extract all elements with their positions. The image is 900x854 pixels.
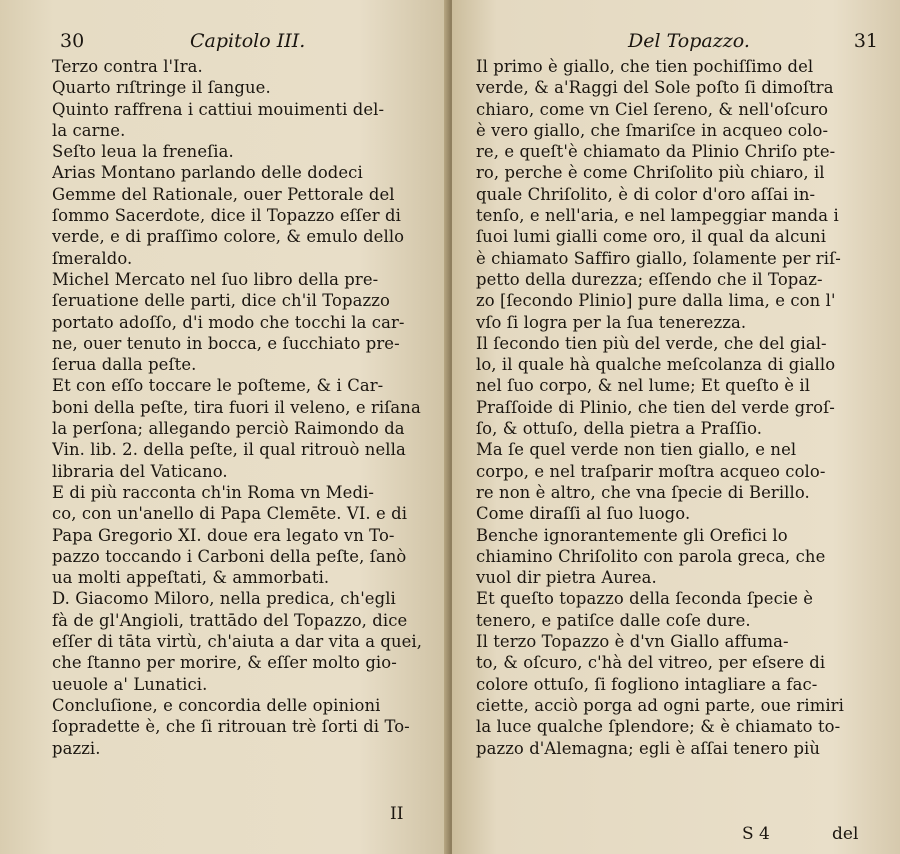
text-line: corpo, e nel traſparir moſtra acqueo colo- bbox=[476, 461, 826, 481]
right-page-header bbox=[478, 30, 878, 58]
text-line: Papa Gregorio XI. doue era legato vn To- bbox=[52, 525, 395, 545]
text-line: Et queſto topazzo della ſeconda ſpecie è bbox=[476, 589, 814, 609]
text-line: ſo, & ottuſo, della pietra a Praſſio. bbox=[476, 419, 763, 439]
text-line: portato adoſſo, d'i modo che tocchi la car- bbox=[52, 312, 405, 332]
text-line: verde, e di praſſimo colore, & emulo dello bbox=[52, 227, 405, 247]
text-line: boni della peſte, tira fuori il veleno, e riſana bbox=[52, 397, 421, 417]
text-line: chiamino Chriſolito con parola greca, che bbox=[476, 546, 826, 566]
text-line: colore ottuſo, ſi fogliono intagliare a fac- bbox=[476, 674, 818, 694]
text-line: ueuole a' Lunatici. bbox=[52, 674, 208, 694]
text-line: Come diraſſi al ſuo luogo. bbox=[476, 504, 691, 524]
text-line: la perſona; allegando perciò Raimondo da bbox=[52, 419, 405, 439]
left-page-text bbox=[52, 56, 442, 759]
catchword: del bbox=[832, 824, 859, 844]
text-line: chiaro, come vn Ciel ſereno, & nell'oſcuro bbox=[476, 99, 829, 119]
left-page-header bbox=[60, 30, 420, 58]
text-line: è chiamato Saffiro giallo, ſolamente per riſ- bbox=[476, 248, 841, 268]
text-line: pazzo toccando i Carboni della peſte, ſanò bbox=[52, 546, 407, 566]
text-line: nel ſuo corpo, & nel lume; Et queſto è il bbox=[476, 376, 811, 396]
text-line: re non è altro, che vna ſpecie di Berillo. bbox=[476, 482, 810, 502]
text-line: ſommo Sacerdote, dice il Topazzo eſſer di bbox=[52, 206, 401, 226]
text-line: Et con eſſo toccare le poſteme, & i Car- bbox=[52, 376, 384, 396]
right-page bbox=[452, 0, 900, 854]
text-line: ne, ouer tenuto in bocca, e ſucchiato pre- bbox=[52, 333, 400, 353]
text-line: pazzi. bbox=[52, 738, 101, 758]
right-signature-mark: S 4 bbox=[742, 824, 770, 844]
text-line: vſo ſi logra per la ſua tenerezza. bbox=[476, 312, 747, 332]
text-line: tenero, e patiſce dalle coſe dure. bbox=[476, 610, 751, 630]
text-line: petto della durezza; eſſendo che il Topaz- bbox=[476, 269, 823, 289]
right-running-head: Del Topazzo. bbox=[628, 30, 750, 52]
text-line: Michel Mercato nel ſuo libro della pre- bbox=[52, 269, 379, 289]
text-line: eſſer di tāta virtù, ch'aiuta a dar vita a quei, bbox=[52, 632, 423, 652]
text-line: la carne. bbox=[52, 120, 126, 140]
text-line: ſeruatione delle parti, dice ch'il Topazzo bbox=[52, 291, 390, 311]
text-line: E di più racconta ch'in Roma vn Medi- bbox=[52, 482, 375, 502]
left-page-footer bbox=[390, 804, 403, 824]
text-line: Arias Montano parlando delle dodeci bbox=[52, 163, 363, 183]
text-line: tenſo, e nell'aria, e nel lampeggiar manda i bbox=[476, 206, 839, 226]
text-line: ſopradette è, che ſi ritrouan trè ſorti di To- bbox=[52, 717, 410, 737]
text-line: libraria del Vaticano. bbox=[52, 461, 228, 481]
text-line: quale Chriſolito, è di color d'oro aſſai in- bbox=[476, 184, 816, 204]
text-line: ciette, acciò porga ad ogni parte, oue rimiri bbox=[476, 695, 844, 715]
text-line: re, e queſt'è chiamato da Plinio Chriſo pte- bbox=[476, 142, 836, 162]
text-line: Quarto rıſtringe il ſangue. bbox=[52, 78, 271, 98]
text-line: Quinto raffrena i cattiui mouimenti del- bbox=[52, 99, 385, 119]
text-line: ſerua dalla peſte. bbox=[52, 355, 197, 375]
text-line: co, con un'anello di Papa Clemēte. VI. e di bbox=[52, 504, 408, 524]
left-signature-mark: II bbox=[390, 804, 404, 824]
text-line: è vero giallo, che ſmariſce in acqueo colo- bbox=[476, 120, 829, 140]
text-line: Seſto leua la freneſia. bbox=[52, 142, 234, 162]
right-page-text bbox=[476, 56, 892, 759]
text-line: Il primo è giallo, che tien pochiſſimo del bbox=[476, 57, 814, 76]
text-line: pazzo d'Alemagna; egli è aſſai tenero più bbox=[476, 738, 821, 758]
text-line: Vin. lib. 2. della peſte, il qual ritrouò nella bbox=[52, 440, 406, 460]
left-running-head: Capitolo III. bbox=[190, 30, 306, 52]
text-line: to, & oſcuro, c'hà del vitreo, per eſsere di bbox=[476, 653, 826, 673]
text-line: Il terzo Topazzo è d'vn Giallo affuma- bbox=[476, 632, 789, 652]
right-page-number: 31 bbox=[853, 30, 878, 52]
text-line: che ſtanno per morire, & eſſer molto gio- bbox=[52, 653, 397, 673]
left-page bbox=[0, 0, 448, 854]
text-line: D. Giacomo Miloro, nella predica, ch'egli bbox=[52, 589, 396, 609]
text-line: fà de gl'Angioli, trattādo del Topazzo, dice bbox=[52, 610, 408, 630]
text-line: Gemme del Rationale, ouer Pettorale del bbox=[52, 184, 395, 204]
text-line: Benche ignorantemente gli Orefici lo bbox=[476, 525, 788, 545]
left-page-number: 30 bbox=[60, 30, 85, 52]
text-line: Il ſecondo tien più del verde, che del gial- bbox=[476, 333, 827, 353]
text-line: vuol dir pietra Aurea. bbox=[476, 568, 657, 588]
text-line: ro, perche è come Chriſolito più chiaro, il bbox=[476, 163, 825, 183]
text-line: Terzo contra l'Ira. bbox=[52, 57, 203, 76]
text-line: la luce qualche ſplendore; & è chiamato to- bbox=[476, 717, 841, 737]
text-line: lo, il quale hà qualche meſcolanza di giallo bbox=[476, 355, 836, 375]
text-line: ſmeraldo. bbox=[52, 248, 133, 268]
text-line: ſuoi lumi gialli come oro, il qual da alcuni bbox=[476, 227, 827, 247]
text-line: zo [ſecondo Plinio] pure dalla lima, e con l' bbox=[476, 291, 836, 311]
text-line: Ma ſe quel verde non tien giallo, e nel bbox=[476, 440, 797, 460]
text-line: ua molti appeſtati, & ammorbati. bbox=[52, 568, 330, 588]
text-line: verde, & a'Raggi del Sole poſto ſi dimoſtra bbox=[476, 78, 834, 98]
text-line: Concluſione, e concordia delle opinioni bbox=[52, 695, 381, 715]
text-line: Praſſoide di Plinio, che tien del verde groſ- bbox=[476, 397, 835, 417]
